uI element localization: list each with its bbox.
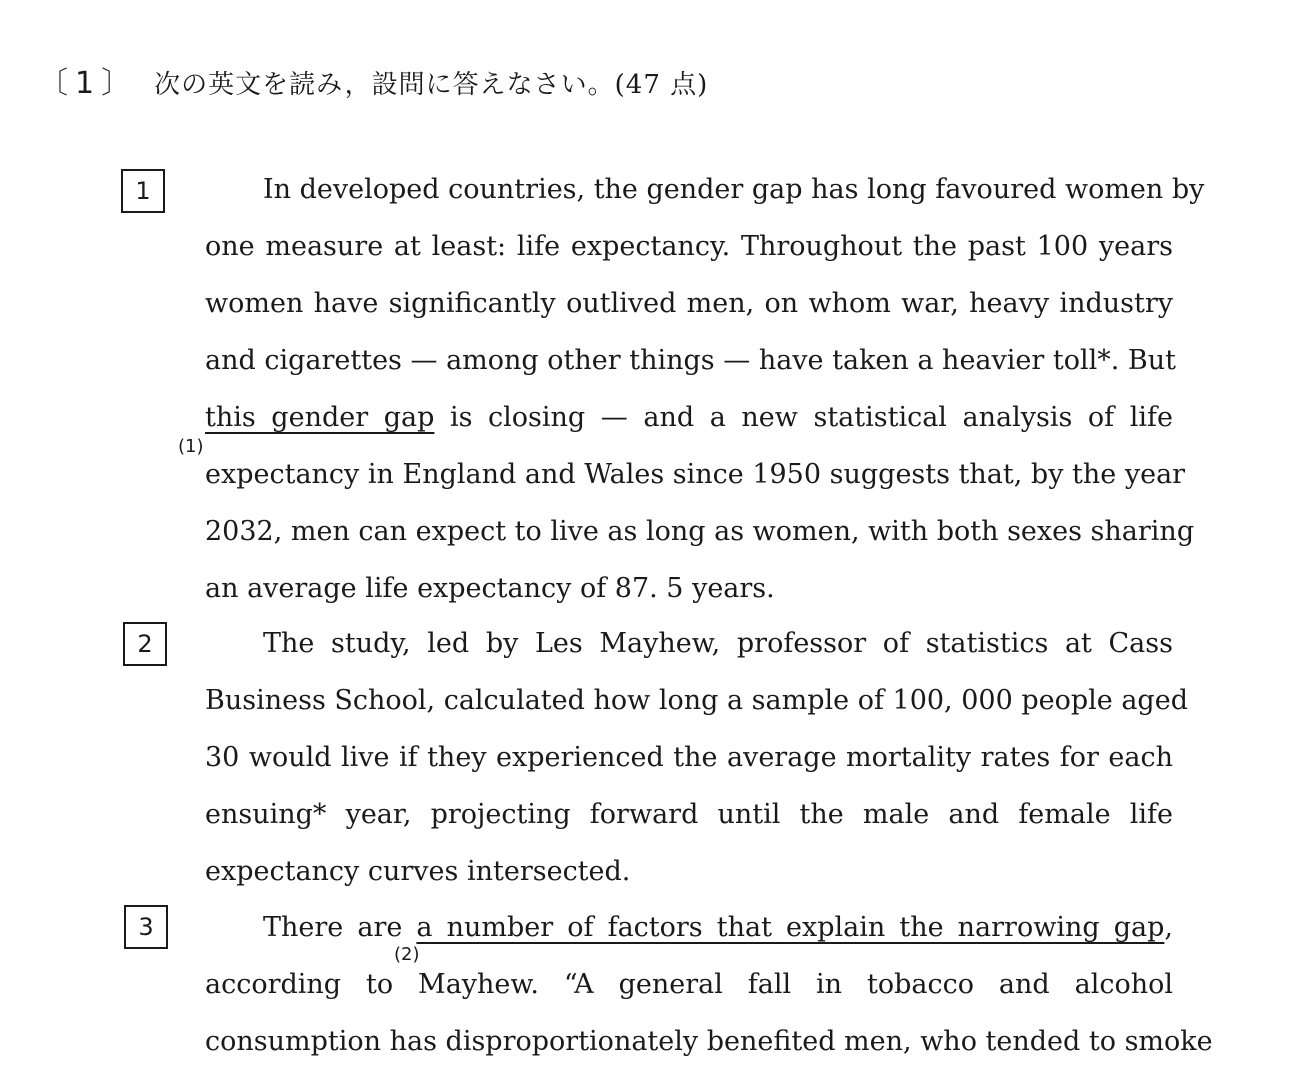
p1-line-6: expectancy in England and Wales since 1950 suggests that, by the year — [205, 459, 1186, 490]
note-label-1: (1) — [178, 436, 204, 457]
header-bracket-close: 〕 — [101, 66, 133, 101]
p1-line-2: one measure at least: life expectancy. Throughout the past 100 years — [205, 231, 1173, 262]
p1-line-5-rest: is closing — and a new statistical analysis of life — [434, 402, 1173, 433]
p1-line-1: In developed countries, the gender gap has long favoured women by — [263, 174, 1205, 205]
instruction-text: 次の英文を読み，設問に答えなさい。(47 点) — [154, 70, 709, 100]
underlined-phrase-2: a number of factors that explain the narrowing gap — [416, 912, 1165, 943]
note-label-2: (2) — [394, 944, 420, 965]
p3-line-2: according to Mayhew. “A general fall in tobacco and alcohol — [205, 969, 1173, 1000]
p1-line-5 — [205, 401, 1173, 435]
header-bracket-open: 〔 — [38, 66, 69, 101]
p2-line-3: 30 would live if they experienced the average mortality rates for each — [205, 742, 1173, 773]
paragraph-number-3: 3 — [124, 905, 168, 949]
p2-line-4: ensuing* year, projecting forward until the male and female life — [205, 799, 1173, 830]
underlined-phrase-1: this gender gap — [205, 402, 435, 433]
p3-line-1-after: , — [1164, 912, 1173, 943]
question-number: 1 — [75, 66, 96, 101]
p1-line-4: and cigarettes — among other things — have taken a heavier toll*. But — [205, 345, 1176, 376]
p2-line-5: expectancy curves intersected. — [205, 856, 631, 887]
p1-line-8: an average life expectancy of 87. 5 years. — [205, 573, 775, 604]
question-header — [38, 58, 708, 102]
paragraph-number-2: 2 — [123, 622, 167, 666]
p3-line-3: consumption has disproportionately benefited men, who tended to smoke — [205, 1026, 1213, 1057]
paragraph-number-1: 1 — [121, 169, 165, 213]
p3-line-1-before: There are — [263, 912, 417, 943]
p3-line-1 — [205, 911, 1173, 945]
p2-line-2: Business School, calculated how long a sample of 100, 000 people aged — [205, 685, 1188, 716]
p1-line-3: women have significantly outlived men, on whom war, heavy industry — [205, 288, 1173, 319]
p2-line-1: The study, led by Les Mayhew, professor of statistics at Cass — [263, 628, 1173, 659]
p1-line-7: 2032, men can expect to live as long as women, with both sexes sharing — [205, 516, 1195, 547]
